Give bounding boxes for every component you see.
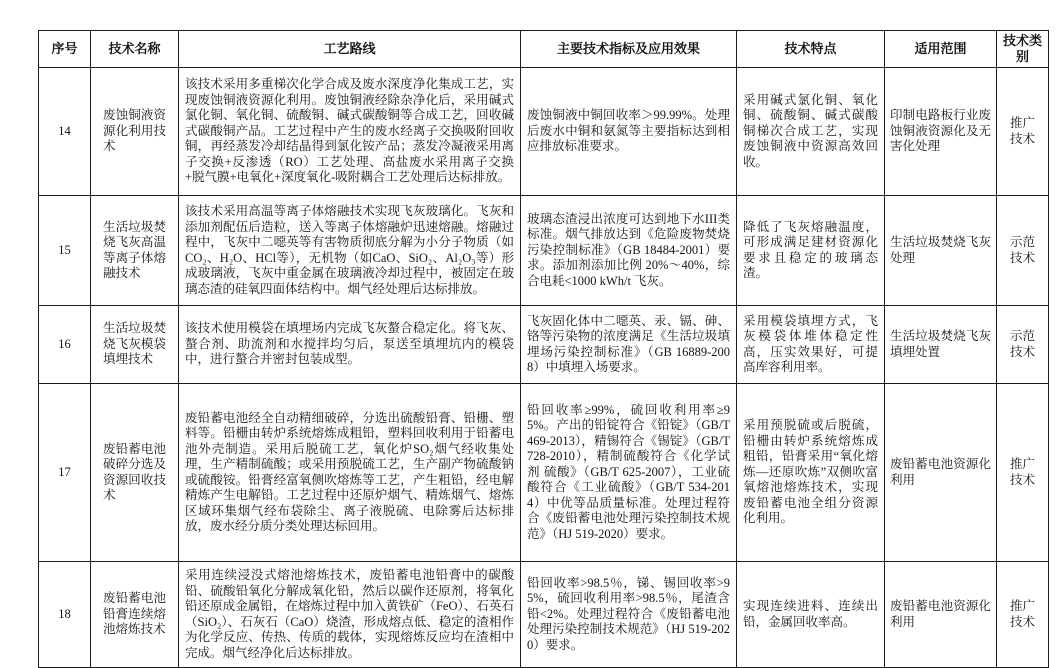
scope: 印制电路板行业废蚀铜液资源化及无害化处理 [885,68,997,196]
process-route: 该技术使用模袋在填埋场内完成飞灰螯合稳定化。将飞灰、螯合剂、助流剂和水搅拌均匀后，泵送至填埋坑内的模袋中，进行螯合并密封包装成型。 [179,306,521,384]
row-number: 16 [39,306,91,384]
row-number: 15 [39,196,91,306]
process-route: 废铅蓄电池经全自动精细破碎，分选出硫酸铅膏、铅栅、塑料等。铅栅由转炉系统熔炼成粗铅，塑料回收利用于铅蓄电池外壳制造。采用后脱硫工艺，氧化炉SO₂烟气经收集处理，生产精制硫酸；或采用预脱硫工艺，生产副产物硫酸钠或硫酸铵。铅膏经富氧侧吹熔炼等工艺，产生粗铅，经电解精炼产生电解铅。工艺过程中还原炉烟气、精炼烟气、熔炼区域环集烟气经布袋除尘、离子液脱硫、电除雾后达标排放，废水经分质分类处理达标回用。 [179,384,521,562]
table-row [39,562,1049,668]
col-header-tech-name: 技术名称 [91,31,179,68]
table-row [39,306,1049,384]
features: 降低了飞灰熔融温度，可形成满足建材资源化要求且稳定的玻璃态渣。 [737,196,885,306]
process-route: 该技术采用多重梯次化学合成及废水深度净化集成工艺，实现废蚀铜液资源化利用。废蚀铜液经除杂净化后，采用碱式氯化铜、氧化铜、硫酸铜、碱式碳酸铜等合成工艺，回收碱式碳酸铜产品。工艺过程中产生的废水经离子交换吸附回收铜，再经蒸发冷却结晶得到氯化铵产品；蒸发冷凝液采用离子交换+反渗透（RO）工艺处理、高盐废水采用离子交换+脱气膜+电氧化+深度氧化-吸附耦合工艺处理后达标排放。 [179,68,521,196]
col-header-features: 技术特点 [737,31,885,68]
tech-name: 生活垃圾焚烧飞灰模袋填埋技术 [91,306,179,384]
features: 采用碱式氯化铜、氧化铜、硫酸铜、碱式碳酸铜梯次合成工艺，实现废蚀铜液中资源高效回收。 [737,68,885,196]
col-header-category: 技术类别 [997,31,1049,68]
header-row [39,31,1049,68]
category: 推广技术 [997,384,1049,562]
scope: 废铅蓄电池资源化利用 [885,562,997,668]
category: 推广技术 [997,562,1049,668]
tech-name: 废铅蓄电池铅膏连续熔池熔炼技术 [91,562,179,668]
category: 示范技术 [997,196,1049,306]
process-route: 采用连续浸没式熔池熔炼技术，废铅蓄电池铅膏中的碳酸铅、硫酸铅氧化分解成氧化铅，然后以碳作还原剂，将氧化铅还原成金属铅，在熔炼过程中加入黄铁矿（FeO）、石英石（SiO₂）、石灰石（CaO）烧渣，形成熔点低、稳定的渣相作为化学反应、传热、传质的载体，实现熔炼反应均在渣相中完成。烟气经净化后达标排放。 [179,562,521,668]
indicators: 废蚀铜液中铜回收率＞99.99%。处理后废水中铜和氨氮等主要指标达到相应排放标准要求。 [521,68,737,196]
indicators: 飞灰固化体中二噁英、汞、镉、砷、铬等污染物的浓度满足《生活垃圾填埋场污染控制标准》（GB 16889-2008）中填埋入场要求。 [521,306,737,384]
scope: 废铅蓄电池资源化利用 [885,384,997,562]
col-header-indicators: 主要技术指标及应用效果 [521,31,737,68]
indicators: 铅回收率≥99%，硫回收利用率≥95%。产出的铅锭符合《铅锭》（GB/T 469-2013），精锡符合《锡锭》（GB/T 728-2010），精制硫酸符合《化学试剂 硫酸》（GB/T 625-2007），工业硫酸符合《工业硫酸》（GB/T 534-2014）中优等品质量标准。处理过程符合《废铅蓄电池处理污染控制技术规范》（HJ 519-2020）要求。 [521,384,737,562]
col-header-no: 序号 [39,31,91,68]
table-row [39,196,1049,306]
tech-name: 废铅蓄电池破碎分选及资源回收技术 [91,384,179,562]
col-header-scope: 适用范围 [885,31,997,68]
row-number: 17 [39,384,91,562]
table-row [39,384,1049,562]
table-row [39,68,1049,196]
tech-name: 废蚀铜液资源化利用技术 [91,68,179,196]
process-route: 该技术采用高温等离子体熔融技术实现飞灰玻璃化。飞灰和添加剂配伍后造粒，送入等离子体熔融炉迅速熔融。熔融过程中，飞灰中二噁英等有害物质彻底分解为小分子物质（如CO₂、H₂O、HCl等），无机物（如CaO、SiO₂、Al₂O₃等）形成玻璃液，飞灰中重金属在玻璃液冷却过程中，被固定在玻璃态渣的硅氧四面体结构中。烟气经处理后达标排放。 [179,196,521,306]
indicators: 铅回收率>98.5％，锑、锡回收率>95%，硫回收利用率>98.5％，尾渣含铅<2%。处理过程符合《废铅蓄电池处理污染控制技术规范》（HJ 519-2020）要求。 [521,562,737,668]
row-number: 18 [39,562,91,668]
category: 示范技术 [997,306,1049,384]
scope: 生活垃圾焚烧飞灰填埋处置 [885,306,997,384]
category: 推广技术 [997,68,1049,196]
row-number: 14 [39,68,91,196]
features: 实现连续进料、连续出铅，金属回收率高。 [737,562,885,668]
technology-catalog-table [38,30,1049,668]
features: 采用预脱硫或后脱硫，铅栅由转炉系统熔炼成粗铅，铅膏采用“氧化熔炼—还原吹炼”双侧吹富氧熔池熔炼技术，实现废铅蓄电池全组分资源化利用。 [737,384,885,562]
tech-name: 生活垃圾焚烧飞灰高温等离子体熔融技术 [91,196,179,306]
indicators: 玻璃态渣浸出浓度可达到地下水III类标准。烟气排放达到《危险废物焚烧污染控制标准》（GB 18484-2001）要求。添加剂添加比例 20%～40%，综合电耗<1000 kWh/t 飞灰。 [521,196,737,306]
features: 采用模袋填埋方式，飞灰模袋体堆体稳定性高，压实效果好，可提高库容利用率。 [737,306,885,384]
col-header-process-route: 工艺路线 [179,31,521,68]
scope: 生活垃圾焚烧飞灰处理 [885,196,997,306]
